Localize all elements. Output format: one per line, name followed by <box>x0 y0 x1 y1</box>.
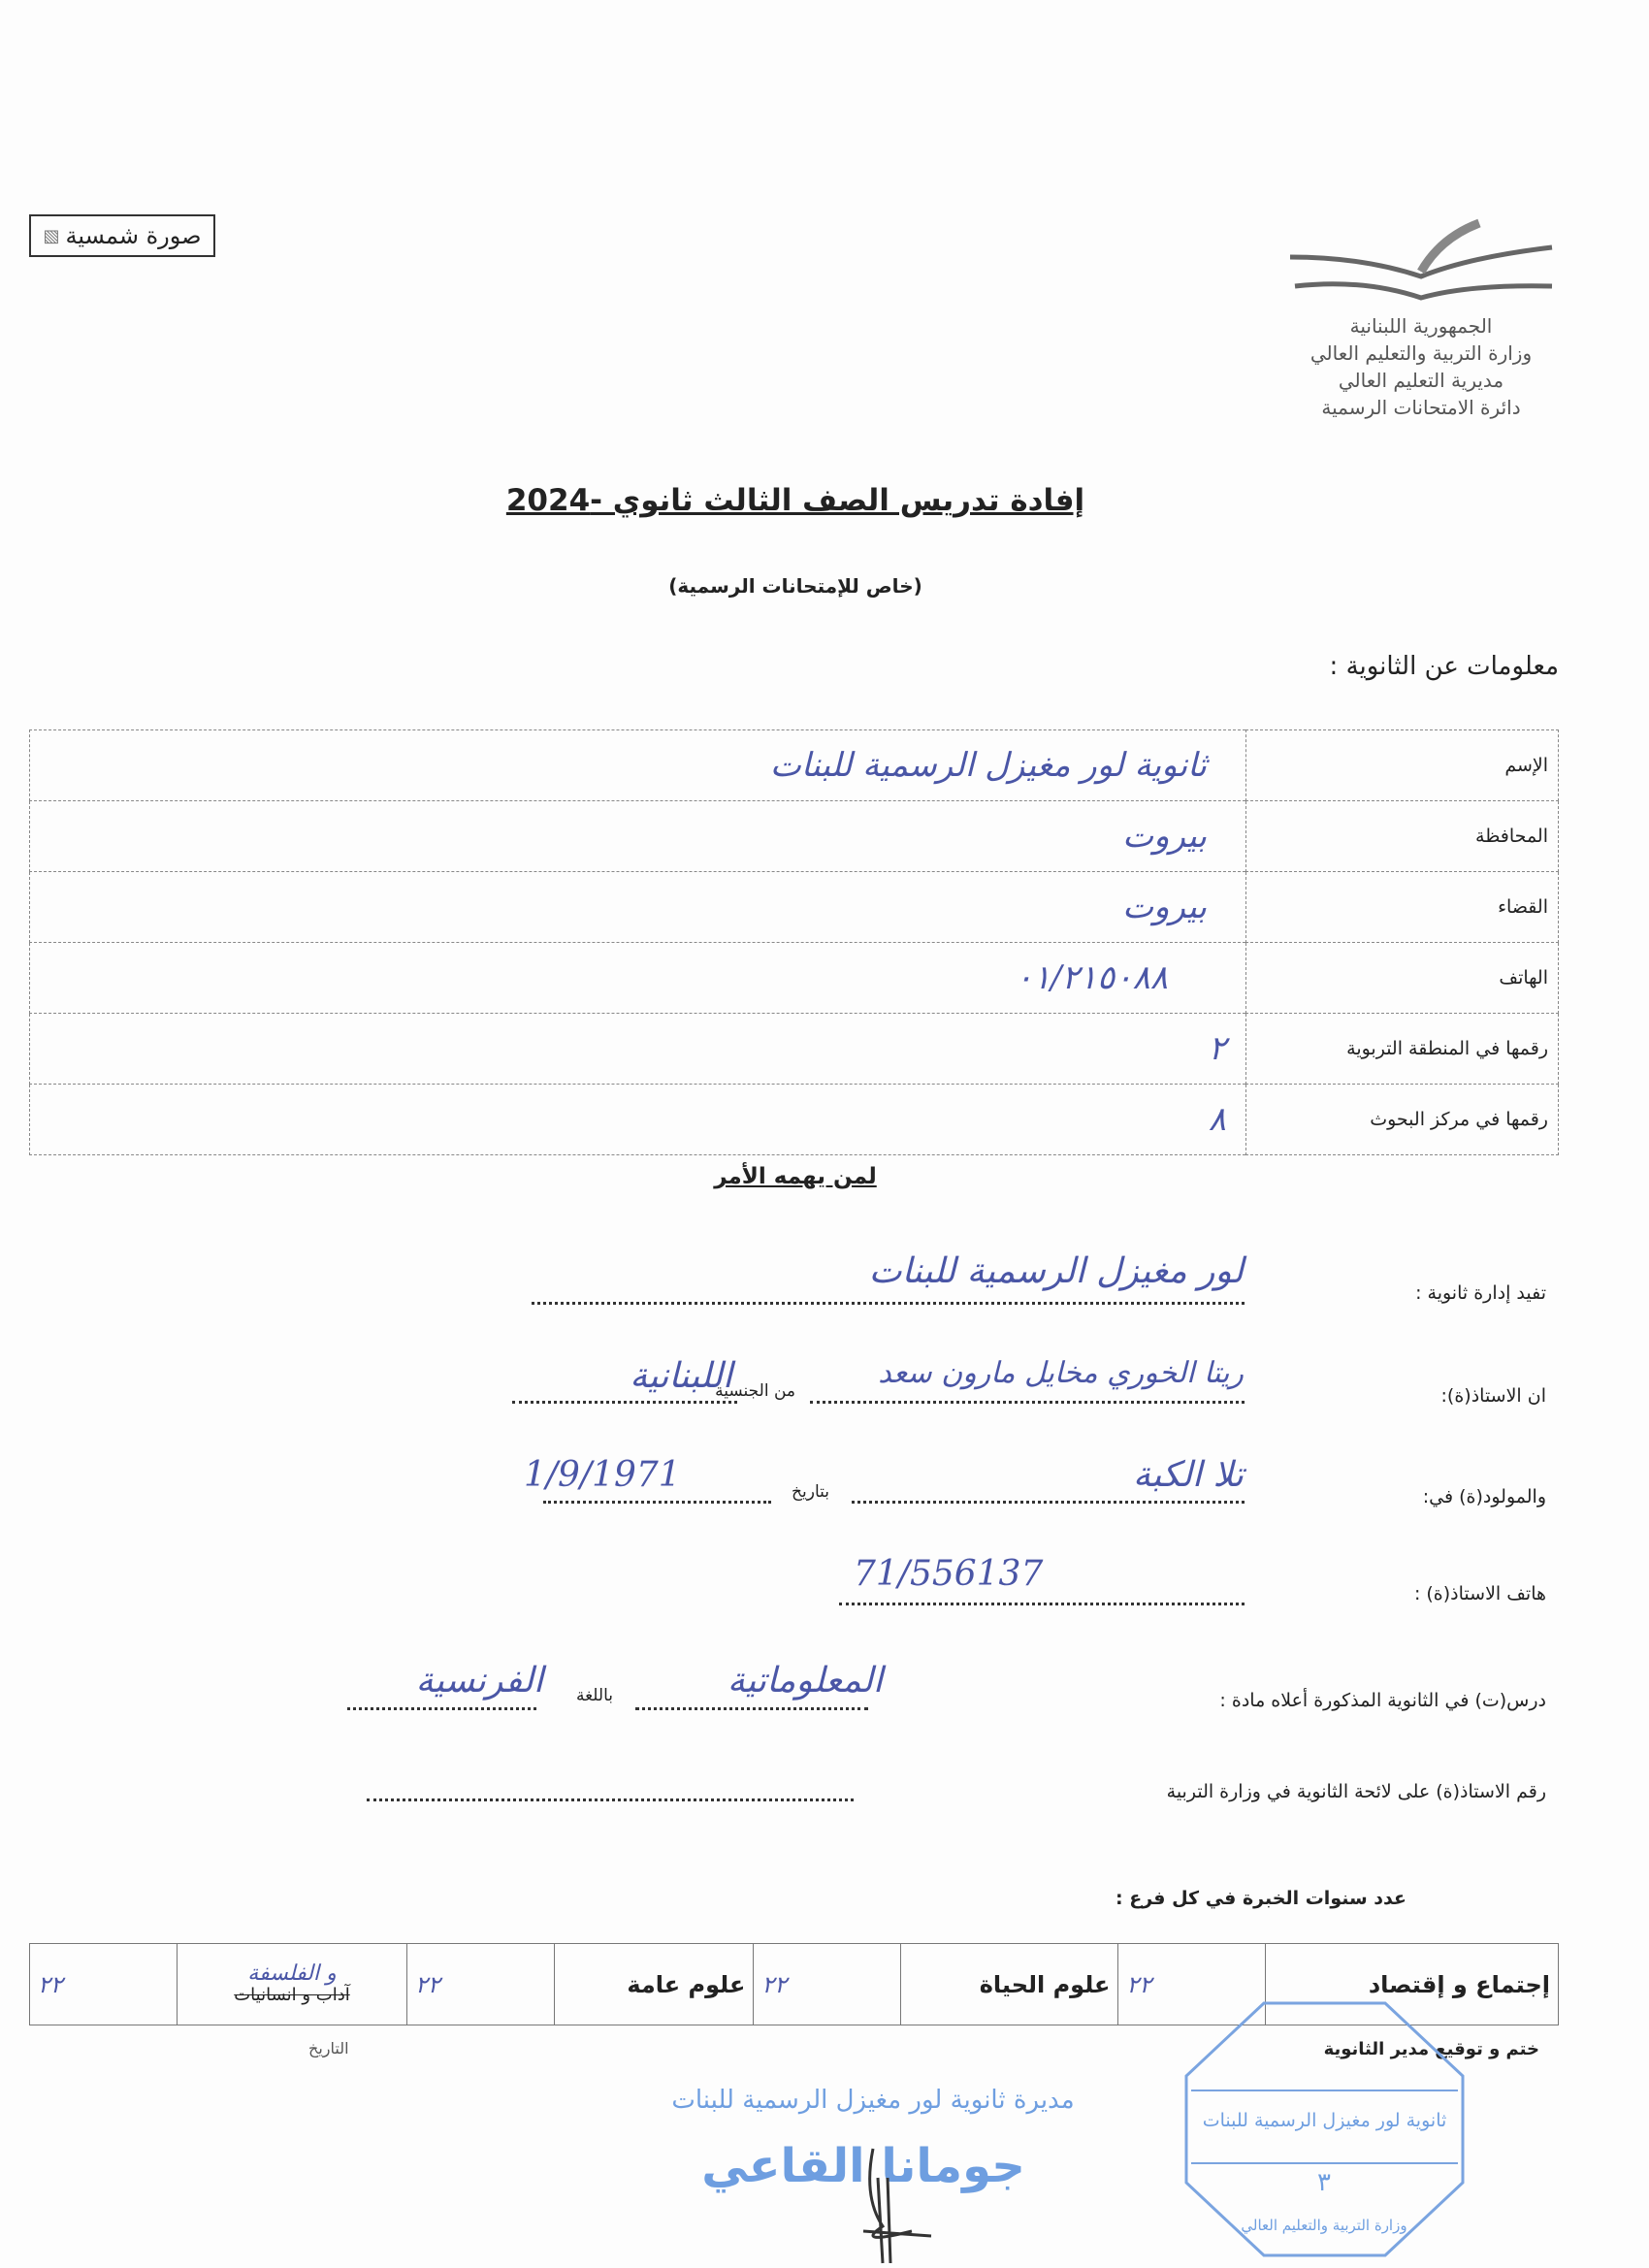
row-value: ٠١/٢١٥٠٨٨ <box>30 943 1246 1014</box>
nationality-value: اللبنانية <box>630 1356 732 1396</box>
table-row <box>30 730 1559 801</box>
photo-box <box>29 214 215 257</box>
branch-cell <box>178 1944 407 2025</box>
date-label: التاريخ <box>308 2039 349 2057</box>
school-section-title: معلومات عن الثانوية : <box>1329 652 1559 681</box>
row-value: ٨ <box>30 1085 1246 1155</box>
stamp-text: ثانوية لور مغيزل الرسمية للبنات <box>1202 2110 1447 2131</box>
ministry-number-field[interactable] <box>367 1798 854 1801</box>
ministry-number-label: رقم الاستاذ(ة) على لائحة الثانوية في وزارة التربية <box>1166 1781 1546 1802</box>
born-label: والمولود(ة) في: <box>1422 1486 1546 1507</box>
row-label: الهاتف <box>1246 943 1559 1014</box>
table-row <box>30 801 1559 872</box>
row-label: رقمها في المنطقة التربوية <box>1246 1014 1559 1085</box>
stamp-number: ٣ <box>1317 2168 1331 2197</box>
page-subtitle: (خاص للإمتحانات الرسمية) <box>668 574 922 598</box>
row-value: ثانوية لور مغيزل الرسمية للبنات <box>30 730 1246 801</box>
subject-label: درس(ت) في الثانوية المذكورة أعلاه مادة : <box>1219 1690 1546 1711</box>
experience-title: عدد سنوات الخبرة في كل فرع : <box>1116 1888 1406 1909</box>
school-field <box>532 1302 1245 1305</box>
language-value: الفرنسية <box>415 1661 543 1701</box>
birthplace-field <box>852 1501 1245 1504</box>
teacher-value: ريتا الخوري مخايل مارون سعد <box>878 1356 1244 1390</box>
branch-name: إجتماع و إقتصاد <box>1266 1944 1559 2025</box>
branch-handwritten: و الفلسفة <box>247 1961 337 1986</box>
phone-field <box>839 1603 1245 1605</box>
header-line: وزارة التربية والتعليم العالي <box>1310 341 1533 365</box>
row-value: ٢ <box>30 1014 1246 1085</box>
nationality-label: من الجنسية <box>715 1381 795 1401</box>
table-row <box>30 1085 1559 1155</box>
date-label: بتاريخ <box>792 1482 829 1502</box>
table-row <box>30 872 1559 943</box>
school-stamp <box>1181 1998 1467 2260</box>
teacher-field <box>810 1401 1245 1404</box>
row-label: الإسم <box>1246 730 1559 801</box>
nationality-field <box>512 1401 737 1404</box>
row-value: بيروت <box>30 801 1246 872</box>
signature-icon <box>824 2139 941 2265</box>
subject-field <box>635 1707 868 1710</box>
table-row <box>30 943 1559 1014</box>
to-whom-it-may-concern: لمن يهمه الأمر <box>714 1164 877 1189</box>
table-row <box>30 1014 1559 1085</box>
school-info-table <box>29 729 1559 1155</box>
birthdate-field <box>543 1501 771 1504</box>
page-title: إفادة تدريس الصف الثالث ثانوي -2024 <box>505 483 1085 518</box>
date-value: 1/9/1971 <box>524 1455 681 1495</box>
image-icon: ▧ <box>43 225 60 246</box>
teacher-label: ان الاستاذ(ة): <box>1440 1385 1546 1407</box>
language-field <box>347 1707 536 1710</box>
branch-name: آداب و انسانيات <box>234 1985 350 2005</box>
header-line: الجمهورية اللبنانية <box>1349 314 1493 338</box>
header-line: دائرة الامتحانات الرسمية <box>1321 396 1521 419</box>
branch-years: ٢٢ <box>30 1944 178 2025</box>
photo-label: صورة شمسية <box>65 222 202 249</box>
phone-label: هاتف الاستاذ(ة) : <box>1413 1583 1546 1604</box>
phone-value: 71/556137 <box>854 1554 1044 1594</box>
born-value: تلا الكبة <box>1133 1455 1244 1495</box>
branch-years: ٢٢ <box>1118 1944 1266 2025</box>
subject-value: المعلوماتية <box>727 1661 883 1701</box>
header-line: مديرية التعليم العالي <box>1338 369 1504 392</box>
branch-name: علوم الحياة <box>901 1944 1118 2025</box>
row-label: المحافظة <box>1246 801 1559 872</box>
principal-label: ختم و توقيع مدير الثانوية <box>1323 2039 1539 2059</box>
principal-name: جومانا القاعي <box>701 2139 1025 2193</box>
school-label: تفيد إدارة ثانوية : <box>1415 1282 1546 1304</box>
branch-name: علوم عامة <box>555 1944 754 2025</box>
open-book-logo-icon <box>1285 218 1557 306</box>
row-value: بيروت <box>30 872 1246 943</box>
ministry-header <box>1261 218 1581 421</box>
language-label: باللغة <box>575 1686 613 1705</box>
branch-years: ٢٢ <box>407 1944 555 2025</box>
branch-years: ٢٢ <box>754 1944 901 2025</box>
stamp-ring-text: وزارة التربية والتعليم العالي <box>1241 2217 1407 2234</box>
school-value: لور مغيزل الرسمية للبنات <box>868 1251 1244 1291</box>
principal-title: مديرة ثانوية لور مغيزل الرسمية للبنات <box>671 2086 1075 2115</box>
row-label: رقمها في مركز البحوث <box>1246 1085 1559 1155</box>
row-label: القضاء <box>1246 872 1559 943</box>
